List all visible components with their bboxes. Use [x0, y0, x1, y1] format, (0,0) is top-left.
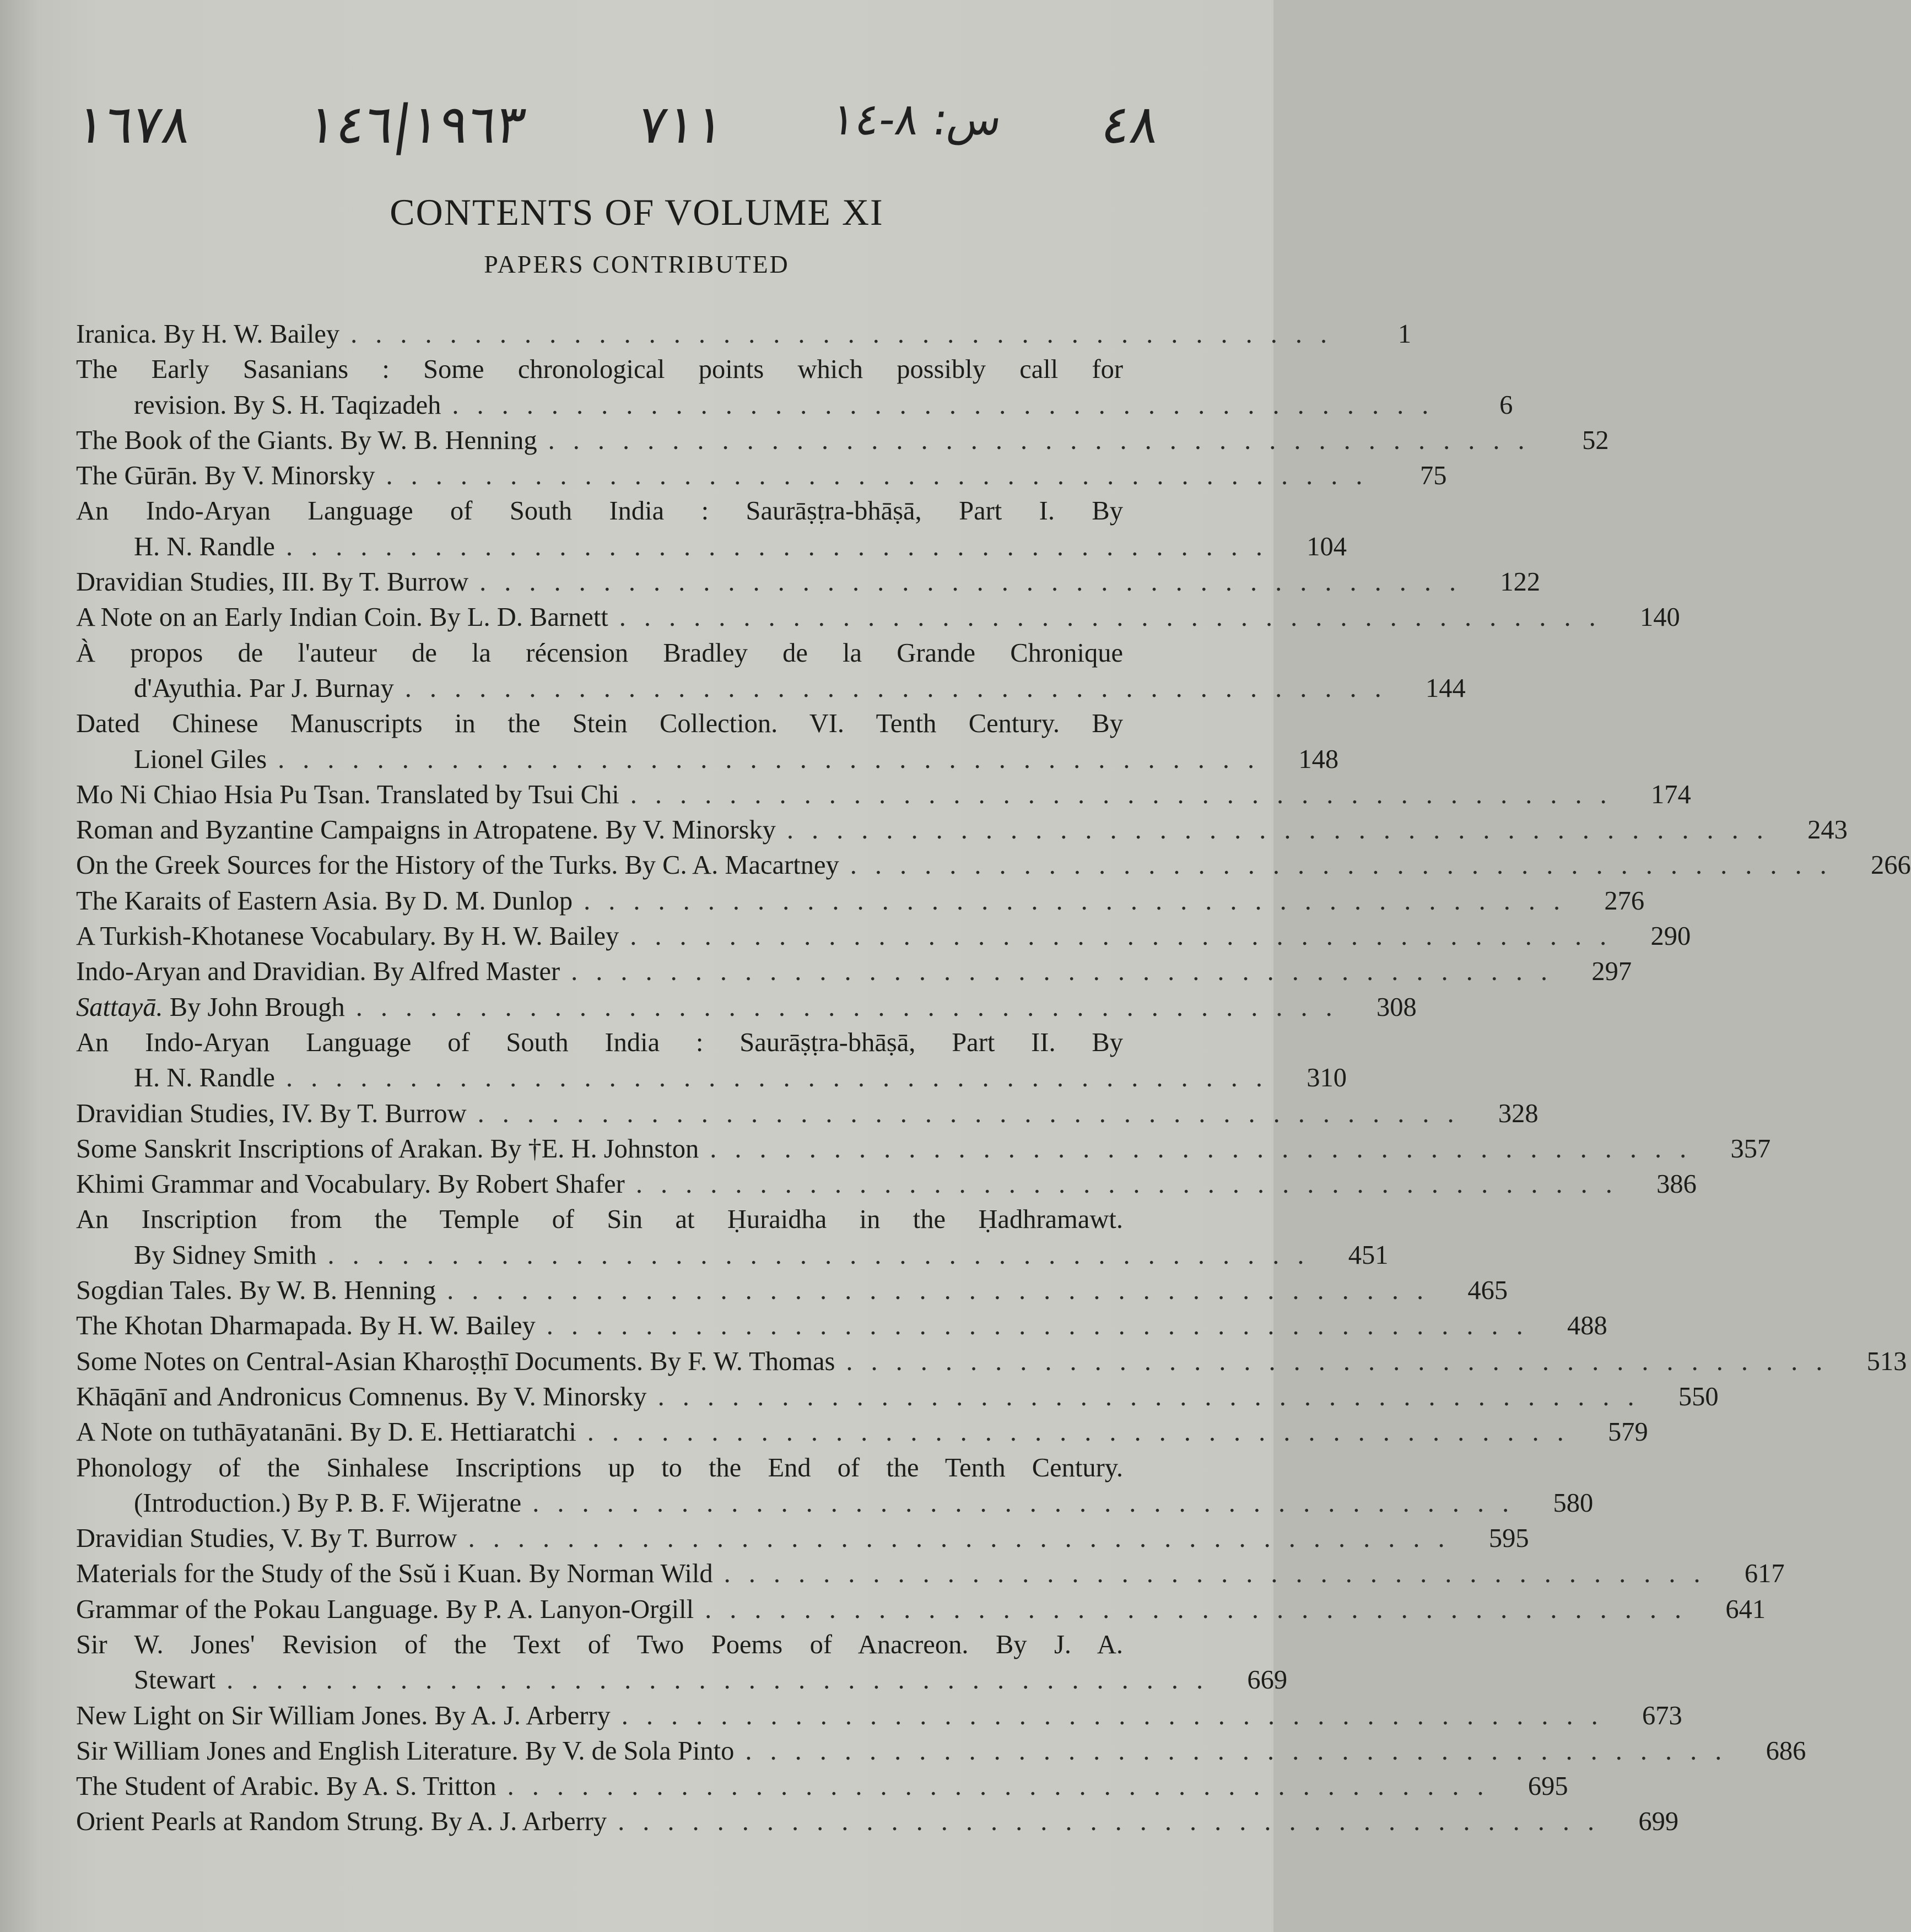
- page-number: 6: [1499, 390, 1513, 420]
- leader-dots: ........................................: [786, 815, 1782, 845]
- toc-entry-text: Dravidian Studies, V. By T. Burrow: [76, 1524, 457, 1554]
- page-number: 513: [1866, 1346, 1907, 1376]
- leader-dots: ........................................: [285, 1063, 1281, 1093]
- toc-entry-last-line: [76, 600, 1680, 635]
- page-title: CONTENTS OF VOLUME XI: [390, 191, 884, 233]
- toc-entry-last-line: [76, 1096, 1538, 1132]
- page-number: 641: [1725, 1594, 1766, 1624]
- toc-entry-last-line: [76, 671, 1466, 706]
- page-number: 1: [1397, 320, 1412, 349]
- toc-entry-text: The Student of Arabic. By A. S. Tritton: [76, 1772, 496, 1801]
- toc-entry-line: [76, 1202, 1123, 1237]
- page-number: 140: [1640, 603, 1680, 632]
- page-number: 580: [1553, 1488, 1594, 1518]
- page-number: 308: [1376, 992, 1417, 1022]
- toc-entry-last-line: [76, 458, 1447, 494]
- toc-entry-last-line: [76, 529, 1347, 565]
- leader-dots: ........................................: [571, 957, 1566, 987]
- toc-entry-text: Some Sanskrit Inscriptions of Arakan. By †E. H. Johnston: [76, 1134, 699, 1163]
- toc-entry: [76, 813, 1848, 848]
- leader-dots: ........................................: [621, 1701, 1616, 1730]
- toc-entry-text: revision. By S. H. Taqizadeh: [134, 390, 441, 420]
- leader-dots: ........................................: [745, 1736, 1740, 1766]
- toc-entry-last-line: [76, 1132, 1771, 1167]
- toc-entry-last-line: [76, 388, 1513, 423]
- toc-entry-last-line: [76, 1238, 1389, 1273]
- toc-entry-last-line: [76, 990, 1417, 1025]
- section-subtitle: PAPERS CONTRIBUTED: [484, 250, 790, 278]
- page-number: 465: [1467, 1276, 1508, 1306]
- leader-dots: ........................................: [618, 1807, 1613, 1837]
- toc-entry-last-line: [76, 1308, 1607, 1344]
- page-number: 579: [1608, 1417, 1648, 1447]
- page-number: 328: [1498, 1098, 1538, 1128]
- toc-entry: [76, 1344, 1907, 1379]
- page-number: 75: [1419, 461, 1447, 491]
- toc-entry-text: Sogdian Tales. By W. B. Henning: [76, 1276, 436, 1306]
- page-number: 144: [1425, 673, 1466, 703]
- leader-dots: ........................................: [630, 780, 1625, 809]
- toc-entry-last-line: [76, 777, 1691, 813]
- toc-entry-last-line: [76, 848, 1911, 883]
- toc-entry: [76, 352, 1513, 423]
- handwritten-note: ٤٨: [1098, 94, 1163, 155]
- leader-dots: ........................................: [404, 673, 1400, 703]
- leader-dots: ........................................: [724, 1559, 1719, 1589]
- leader-dots: ........................................: [285, 532, 1281, 561]
- toc-entry-text: À propos de l'auteur de la récension Bradley de la Grande Chronique: [76, 638, 1123, 668]
- toc-entry: [76, 1804, 1679, 1839]
- toc-entry-text: The Karaits of Eastern Asia. By D. M. Dunlop: [76, 886, 573, 916]
- toc-entry: [76, 706, 1339, 777]
- toc-entry-last-line: [76, 1344, 1907, 1379]
- toc-entry: [76, 1521, 1529, 1556]
- toc-entry-text: Grammar of the Pokau Language. By P. A. Lanyon-Orgill: [76, 1594, 694, 1624]
- leader-dots: ........................................: [850, 851, 1845, 880]
- leader-dots: ........................................: [350, 320, 1346, 349]
- page-number: 595: [1488, 1524, 1529, 1554]
- page-number: 686: [1766, 1736, 1806, 1766]
- toc-entry: [76, 458, 1447, 494]
- toc-entry-last-line: [76, 1486, 1594, 1521]
- toc-entry: [76, 884, 1645, 919]
- toc-entry-last-line: [76, 742, 1339, 777]
- handwritten-note: س: ٨-١٤: [828, 94, 1006, 145]
- toc-entry-last-line: [76, 1769, 1568, 1804]
- leader-dots: ........................................: [327, 1240, 1322, 1270]
- toc-entry-text: Dated Chinese Manuscripts in the Stein Collection. VI. Tenth Century. By: [76, 709, 1123, 739]
- toc-entry-last-line: [76, 884, 1645, 919]
- page-number: 52: [1582, 425, 1609, 455]
- page-number: 174: [1651, 780, 1691, 809]
- page-number: 695: [1527, 1772, 1568, 1801]
- toc-entry-text: H. N. Randle: [134, 1063, 275, 1093]
- toc-entry-last-line: [76, 1415, 1648, 1450]
- toc-entry: [76, 1627, 1288, 1698]
- leader-dots: ........................................: [846, 1346, 1841, 1376]
- leader-dots: ........................................: [507, 1772, 1502, 1801]
- toc-entry-text: By Sidney Smith: [134, 1240, 317, 1270]
- toc-entry: [76, 1273, 1508, 1308]
- page-number: 669: [1247, 1665, 1288, 1695]
- leader-dots: ........................................: [477, 1098, 1472, 1128]
- toc-entry: [76, 954, 1632, 989]
- leader-dots: ........................................: [619, 603, 1614, 632]
- toc-entry-last-line: [76, 1698, 1682, 1734]
- toc-entry-last-line: [76, 1663, 1288, 1698]
- toc-entry: [76, 990, 1417, 1025]
- toc-entry-last-line: [76, 423, 1609, 458]
- toc-entry: [76, 1698, 1682, 1734]
- toc-entry: [76, 1167, 1697, 1202]
- toc-entry: [76, 636, 1466, 707]
- leader-dots: ........................................: [546, 1311, 1541, 1341]
- leader-dots: ........................................: [532, 1488, 1527, 1518]
- toc-entry-text: A Note on an Early Indian Coin. By L. D. Barnett: [76, 603, 608, 632]
- toc-entry-text: Some Notes on Central-Asian Kharoṣṭhī Documents. By F. W. Thomas: [76, 1346, 835, 1376]
- leader-dots: ........................................: [226, 1665, 1222, 1695]
- toc-entry: [76, 423, 1609, 458]
- page-number: 451: [1348, 1240, 1389, 1270]
- leader-dots: ........................................: [468, 1524, 1463, 1554]
- toc-entry: [76, 1415, 1648, 1450]
- toc-entry-text: Materials for the Study of the Ssŭ i Kuan. By Norman Wild: [76, 1559, 713, 1589]
- page-number: 104: [1307, 532, 1347, 561]
- toc-entry-line: [76, 636, 1123, 671]
- toc-entry: [76, 1096, 1538, 1132]
- toc-entry-last-line: [76, 813, 1848, 848]
- toc-entry-text: Lionel Giles: [134, 744, 267, 774]
- toc-entry-last-line: [76, 1521, 1529, 1556]
- page-number: 488: [1567, 1311, 1607, 1341]
- page-number: 310: [1307, 1063, 1347, 1093]
- toc-entry-text: The Book of the Giants. By W. B. Henning: [76, 425, 537, 455]
- toc-entry: [76, 1556, 1785, 1592]
- toc-entry-text: Sir William Jones and English Literature. By V. de Sola Pinto: [76, 1736, 735, 1766]
- toc-entry-text: The Gūrān. By V. Minorsky: [76, 461, 375, 491]
- page-number: 297: [1591, 957, 1632, 987]
- toc-entry-text: Mo Ni Chiao Hsia Pu Tsan. Translated by Tsui Chi: [76, 780, 619, 809]
- toc-entry-last-line: [76, 1167, 1697, 1202]
- page-number: 617: [1744, 1559, 1785, 1589]
- toc-entry: [76, 1025, 1347, 1096]
- toc-entry-text: H. N. Randle: [134, 532, 275, 561]
- toc-entry: [76, 1592, 1766, 1627]
- toc-entry-text: The Khotan Dharmapada. By H. W. Bailey: [76, 1311, 536, 1341]
- toc-entry-text: Khāqānī and Andronicus Comnenus. By V. Minorsky: [76, 1382, 647, 1411]
- toc-entry: [76, 1379, 1719, 1415]
- toc-entry-text: Orient Pearls at Random Strung. By A. J. Arberry: [76, 1807, 607, 1837]
- toc-entry-text: Sir W. Jones' Revision of the Text of Two Poems of Anacreon. By J. A.: [76, 1630, 1123, 1659]
- toc-entry: [76, 1734, 1806, 1769]
- toc-entry-last-line: [76, 317, 1412, 352]
- page-number: 357: [1730, 1134, 1771, 1163]
- toc-entry-line: [76, 1025, 1123, 1060]
- toc-entry-text: Dravidian Studies, IV. By T. Burrow: [76, 1098, 467, 1128]
- toc-entry-text: New Light on Sir William Jones. By A. J. Arberry: [76, 1701, 611, 1730]
- page-number: 290: [1650, 922, 1691, 951]
- toc-entry-text: A Turkish-Khotanese Vocabulary. By H. W. Bailey: [76, 922, 619, 951]
- leader-dots: ........................................: [587, 1417, 1582, 1447]
- toc-entry-last-line: [76, 1734, 1806, 1769]
- toc-entry-line: [76, 1627, 1123, 1663]
- toc-entry-text: Roman and Byzantine Campaigns in Atropatene. By V. Minorsky: [76, 815, 776, 845]
- toc-entry-text: An Indo-Aryan Language of South India : Saurāṣṭra-bhāṣā, Part I. By: [76, 496, 1123, 526]
- toc-entry-text: Sattayā. By John Brough: [76, 992, 345, 1022]
- leader-dots: ........................................: [710, 1134, 1705, 1163]
- toc-entry-line: [76, 1451, 1123, 1486]
- toc-entry: [76, 848, 1911, 883]
- toc-entry-last-line: [76, 919, 1691, 954]
- leader-dots: ........................................: [635, 1170, 1631, 1199]
- toc-entry: [76, 1769, 1568, 1804]
- toc-entry-last-line: [76, 1273, 1508, 1308]
- page-number: 673: [1642, 1701, 1682, 1730]
- toc-entry-line: [76, 494, 1123, 529]
- handwritten-note: ٧١١: [635, 94, 729, 155]
- page-number: 386: [1656, 1170, 1697, 1199]
- handwritten-note: ١٦٧٨: [73, 94, 196, 155]
- page-number: 243: [1807, 815, 1848, 845]
- toc-entry-text: The Early Sasanians : Some chronological points which possibly call for: [76, 355, 1123, 385]
- page-number: 550: [1678, 1382, 1719, 1411]
- table-of-contents: [76, 317, 1911, 1840]
- toc-entry-text: An Inscription from the Temple of Sin at Ḥuraidha in the Ḥadhramawt.: [76, 1205, 1123, 1235]
- toc-entry-text: Phonology of the Sinhalese Inscriptions up to the End of the Tenth Century.: [76, 1453, 1123, 1482]
- page-number: 122: [1500, 567, 1541, 597]
- leader-dots: ........................................: [386, 461, 1381, 491]
- toc-entry-text: Indo-Aryan and Dravidian. By Alfred Master: [76, 957, 560, 987]
- toc-entry-text: Stewart: [134, 1665, 216, 1695]
- page-number: 266: [1871, 851, 1911, 880]
- handwritten-note: ١٩٦٣|١٤٦: [304, 94, 530, 155]
- page-number: 699: [1638, 1807, 1679, 1837]
- leader-dots: ........................................: [479, 567, 1475, 597]
- handwritten-notes: [66, 94, 1212, 176]
- toc-entry: [76, 1308, 1607, 1344]
- toc-entry-line: [76, 706, 1123, 742]
- toc-entry-text: A Note on tuthāyatanāni. By D. E. Hettiaratchi: [76, 1417, 576, 1447]
- toc-entry-line: [76, 352, 1123, 387]
- leader-dots: ........................................: [447, 1276, 1442, 1306]
- toc-entry-last-line: [76, 1556, 1785, 1592]
- leader-dots: ........................................: [355, 992, 1351, 1022]
- leader-dots: ........................................: [630, 922, 1625, 951]
- toc-entry-text: Khimi Grammar and Vocabulary. By Robert Shafer: [76, 1170, 625, 1199]
- leader-dots: ........................................: [548, 425, 1543, 455]
- toc-entry-text: Dravidian Studies, III. By T. Burrow: [76, 567, 469, 597]
- toc-entry-last-line: [76, 954, 1632, 989]
- toc-entry-last-line: [76, 1592, 1766, 1627]
- page-number: 148: [1298, 744, 1339, 774]
- leader-dots: ........................................: [705, 1594, 1700, 1624]
- toc-entry-text: An Indo-Aryan Language of South India : Saurāṣṭra-bhāṣā, Part II. By: [76, 1027, 1123, 1057]
- toc-entry-last-line: [76, 1804, 1679, 1839]
- toc-entry: [76, 919, 1691, 954]
- toc-entry: [76, 600, 1680, 635]
- leader-dots: ........................................: [584, 886, 1579, 916]
- toc-entry: [76, 1202, 1389, 1273]
- page-number: 276: [1604, 886, 1645, 916]
- toc-entry: [76, 317, 1412, 352]
- toc-entry-last-line: [76, 1379, 1719, 1415]
- toc-entry: [76, 565, 1541, 600]
- leader-dots: ........................................: [278, 744, 1273, 774]
- toc-entry: [76, 494, 1347, 565]
- toc-entry: [76, 777, 1691, 813]
- leader-dots: ........................................: [657, 1382, 1653, 1411]
- toc-entry-text: d'Ayuthia. Par J. Burnay: [134, 673, 394, 703]
- toc-entry: [76, 1132, 1771, 1167]
- leader-dots: ........................................: [452, 390, 1447, 420]
- toc-entry-text: On the Greek Sources for the History of the Turks. By C. A. Macartney: [76, 851, 839, 880]
- toc-entry-last-line: [76, 565, 1541, 600]
- toc-entry-text: Iranica. By H. W. Bailey: [76, 320, 340, 349]
- toc-entry-last-line: [76, 1060, 1347, 1096]
- toc-entry: [76, 1451, 1594, 1522]
- toc-entry-text: (Introduction.) By P. B. F. Wijeratne: [134, 1488, 522, 1518]
